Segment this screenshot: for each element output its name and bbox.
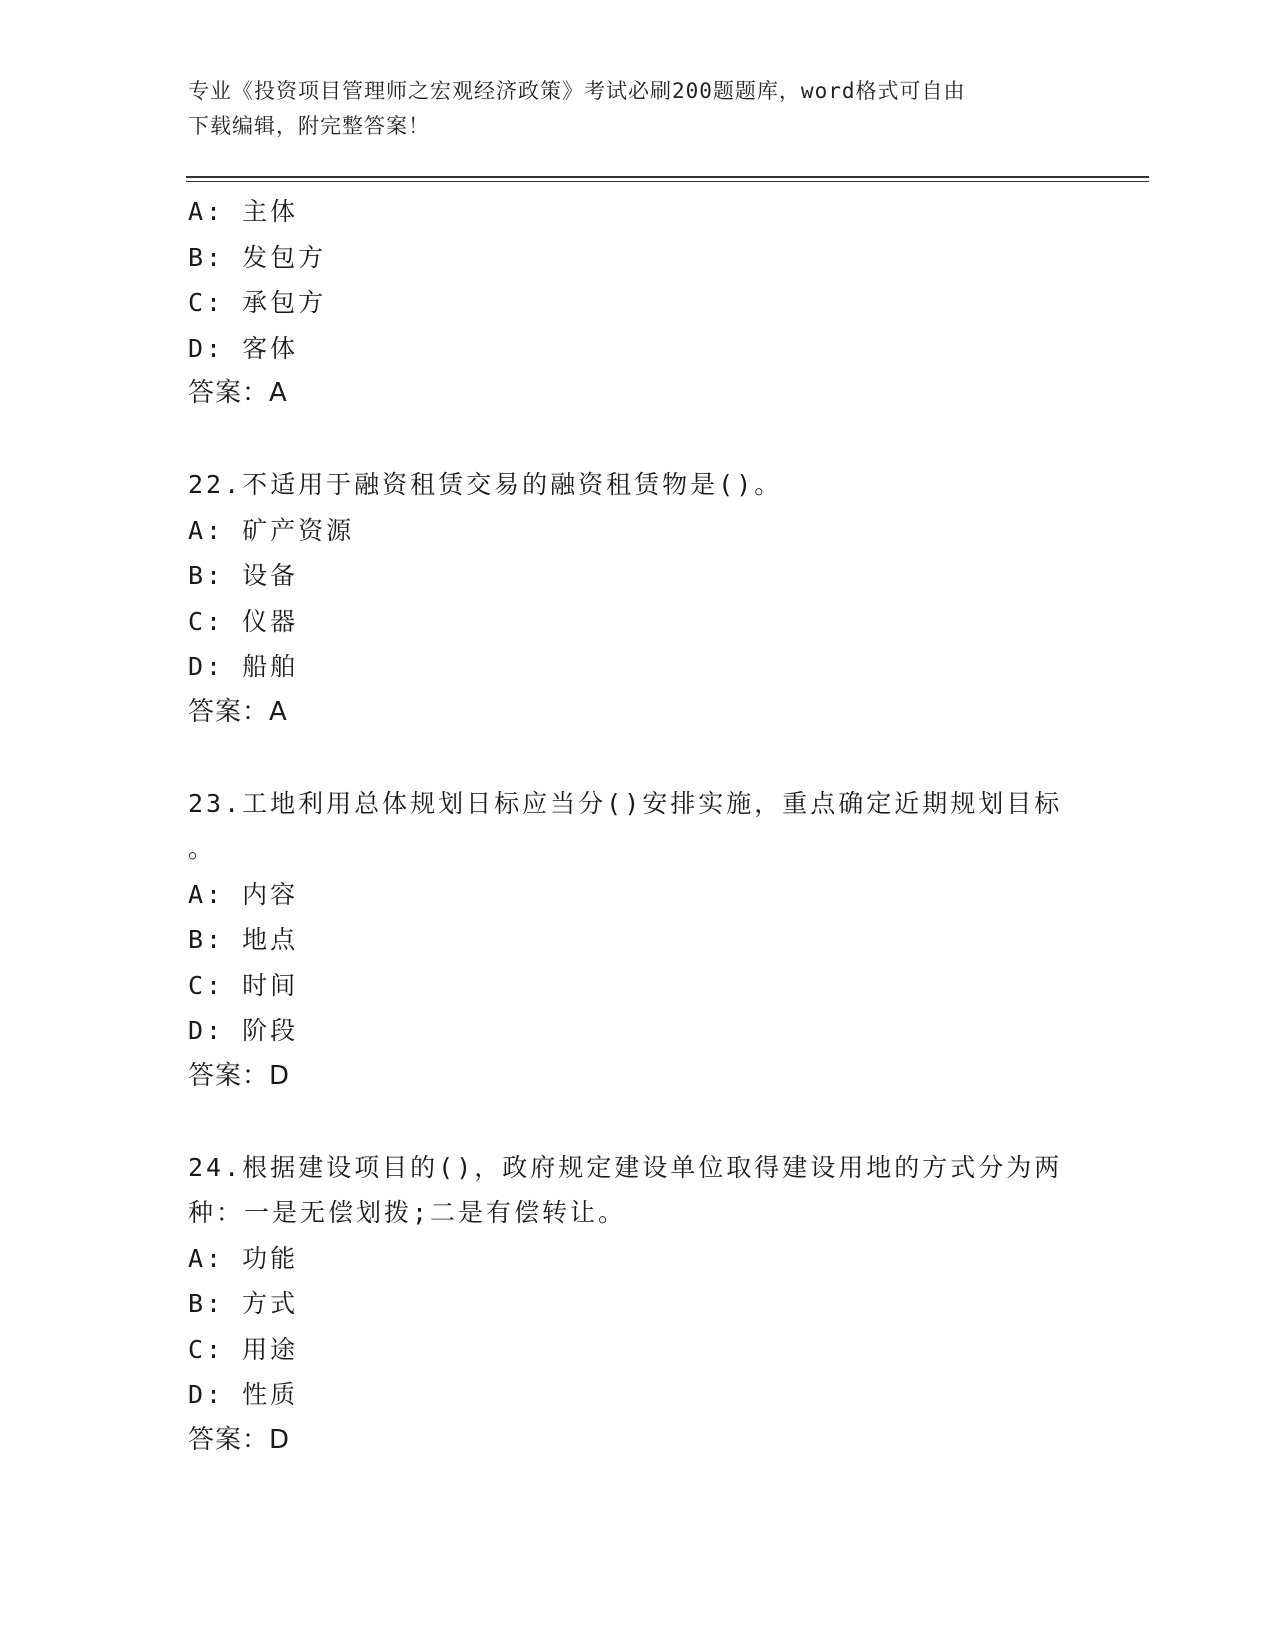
option-a: A: 内容 — [188, 879, 299, 909]
answer-line: 答案：D — [188, 1060, 291, 1091]
option-b: B: 地点 — [188, 925, 299, 954]
answer-line: 答案：A — [188, 696, 288, 727]
option-d: D: 客体 — [188, 333, 299, 363]
question-stem-line-1: 23.工地利用总体规划日标应当分()安排实施，重点确定近期规划目标 — [188, 788, 1063, 818]
document-header — [188, 74, 1088, 144]
answer-line: 答案：A — [188, 378, 288, 408]
option-c: C: 仪器 — [188, 606, 299, 636]
question-24 — [188, 1145, 1088, 1464]
option-a: A: 功能 — [188, 1243, 299, 1273]
question-21 — [188, 189, 1088, 417]
option-b: B: 方式 — [188, 1289, 299, 1318]
option-d: D: 性质 — [188, 1380, 299, 1409]
option-b: B: 设备 — [188, 561, 299, 590]
spacer — [188, 417, 1088, 463]
option-b: B: 发包方 — [188, 242, 327, 272]
question-23 — [188, 781, 1088, 1100]
header-divider-thin — [186, 181, 1149, 182]
option-d: D: 船舶 — [188, 652, 299, 681]
option-c: C: 时间 — [188, 970, 299, 1000]
option-c: C: 承包方 — [188, 288, 327, 317]
answer-line: 答案：D — [188, 1424, 291, 1455]
header-line-2: 下载编辑，附完整答案！ — [188, 114, 430, 138]
question-22 — [188, 462, 1088, 735]
option-a: A: 主体 — [188, 197, 299, 226]
header-line-1: 专业《投资项目管理师之宏观经济政策》考试必刷200题题库，word格式可自由 — [188, 79, 966, 103]
header-divider-thick — [186, 176, 1149, 178]
option-d: D: 阶段 — [188, 1016, 299, 1045]
option-a: A: 矿产资源 — [188, 515, 355, 545]
question-list — [188, 189, 1088, 1463]
question-stem-line-1: 24.根据建设项目的()，政府规定建设单位取得建设用地的方式分为两 — [188, 1152, 1063, 1182]
option-c: C: 用途 — [188, 1334, 299, 1364]
question-stem-line-2: 。 — [188, 834, 217, 863]
spacer — [188, 735, 1088, 781]
question-stem-line-2: 种：一是无偿划拨;二是有偿转让。 — [188, 1198, 627, 1227]
question-stem: 22.不适用于融资租赁交易的融资租赁物是()。 — [188, 470, 783, 499]
spacer — [188, 1099, 1088, 1145]
